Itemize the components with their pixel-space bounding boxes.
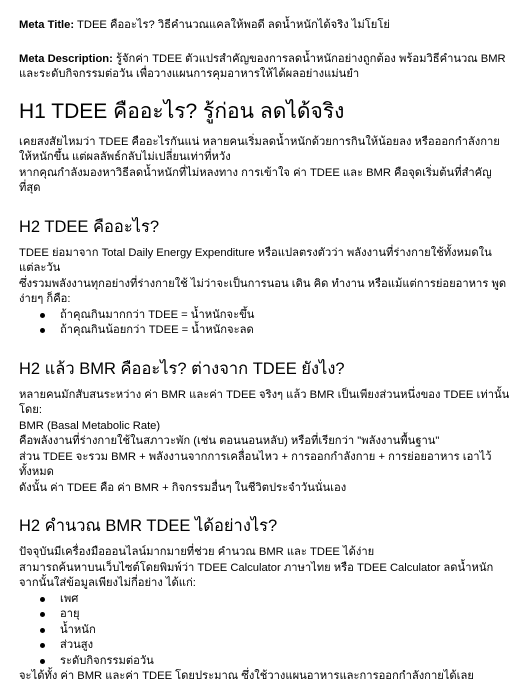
- bmr-paragraph: คือพลังงานที่ร่างกายใช้ในสภาวะพัก (เช่น ตอนนอนหลับ) หรือที่เรียกว่า "พลังงานพื้นฐาน": [19, 435, 440, 447]
- calc-paragraph: ปัจจุบันมีเครื่องมือออนไลน์มากมายที่ช่วย คำนวณ BMR และ TDEE ได้ง่าย: [19, 546, 375, 558]
- list-item: อายุ: [60, 607, 511, 623]
- meta-description: [19, 52, 511, 83]
- h2-bmr-heading: H2 แล้ว BMR คืออะไร? ต่างจาก TDEE ยังไง?: [19, 359, 345, 378]
- document-page: [19, 18, 511, 685]
- list-item: ส่วนสูง: [60, 638, 511, 654]
- calc-bullet-list: [19, 592, 511, 670]
- list-item: ถ้าคุณกินน้อยกว่า TDEE = น้ำหนักจะลด: [60, 323, 511, 339]
- calc-paragraph: สามารถค้นหาบนเว็บไซต์โดยพิมพ์ว่า TDEE Calculator ภาษาไทย หรือ TDEE Calculator ลดน้ำหนัก จากนั้นใส่ข้อมูลเพียงไม่กี่อย่าง ได้แก่:: [19, 561, 494, 589]
- list-item: น้ำหนัก: [60, 623, 511, 639]
- bmr-paragraph: BMR (Basal Metabolic Rate): [19, 419, 161, 432]
- meta-title-label: Meta Title:: [19, 19, 75, 31]
- meta-title: [19, 18, 511, 34]
- list-item: ถ้าคุณกินมากกว่า TDEE = น้ำหนักจะขึ้น: [60, 308, 511, 324]
- calc-closing-paragraph: จะได้ทั้ง ค่า BMR และค่า TDEE โดยประมาณ ซึ่งใช้วางแผนอาหารและการออกกำลังกายได้เลย: [19, 670, 474, 682]
- h1-heading: H1 TDEE คืออะไร? รู้ก่อน ลดได้จริง: [19, 99, 345, 123]
- tdee-bullet-list: [19, 308, 511, 339]
- h1-paragraph: หากคุณกำลังมองหาวิธีลดน้ำหนักที่ไม่หลงทาง การเข้าใจ ค่า TDEE และ BMR คือจุดเริ่มต้นที่สำคัญที่สุด: [19, 166, 492, 194]
- list-item: เพศ: [60, 592, 511, 608]
- h1-paragraph: เคยสงสัยไหมว่า TDEE คืออะไรกันแน่ หลายคนเริ่มลดน้ำหนักด้วยการกินให้น้อยลง หรือออกกำลังกายให้หนักขึ้น แต่ผลลัพธ์กลับไม่เปลี่ยนเท่าที่หวัง: [19, 135, 500, 163]
- bmr-paragraph: ส่วน TDEE จะรวม BMR + พลังงานจากการเคลื่อนไหว + การออกกำลังกาย + การย่อยอาหาร เอาไว้ทั้งหมด: [19, 450, 492, 478]
- h2-tdee-heading: H2 TDEE คืออะไร?: [19, 217, 160, 236]
- meta-description-label: Meta Description:: [19, 52, 113, 65]
- meta-title-value: TDEE คืออะไร? วิธีคำนวณแคลให้พอดี ลดน้ำหนักได้จริง ไม่โยโย่: [74, 19, 390, 31]
- tdee-paragraph: ซึ่งรวมพลังงานทุกอย่างที่ร่างกายใช้ ไม่ว่าจะเป็นการนอน เดิน คิด ทำงาน หรือแม้แต่การย่อยอาหาร พูดง่ายๆ ก็คือ:: [19, 277, 507, 305]
- list-item: ระดับกิจกรรมต่อวัน: [60, 654, 511, 670]
- meta-description-value: รู้จักค่า TDEE ตัวแปรสำคัญของการลดน้ำหนักอย่างถูกต้อง พร้อมวิธีคำนวณ BMR และระดับกิจกรรมต่อวัน เพื่อวางแผนการคุมอาหารให้ได้ผลอย่างแม่นยำ: [19, 52, 506, 80]
- tdee-paragraph: TDEE ย่อมาจาก Total Daily Energy Expenditure หรือแปลตรงตัวว่า พลังงานที่ร่างกายใช้ทั้งหมดในแต่ละวัน: [19, 246, 492, 274]
- bmr-paragraph: หลายคนมักสับสนระหว่าง ค่า BMR และค่า TDEE จริงๆ แล้ว BMR เป็นเพียงส่วนหนึ่งของ TDEE เท่านั้น โดย:: [19, 388, 510, 416]
- h2-calc-heading: H2 คำนวณ BMR TDEE ได้อย่างไร?: [19, 517, 278, 535]
- bmr-paragraph: ดังนั้น ค่า TDEE คือ ค่า BMR + กิจกรรมอื่นๆ ในชีวิตประจำวันนั่นเอง: [19, 481, 347, 494]
